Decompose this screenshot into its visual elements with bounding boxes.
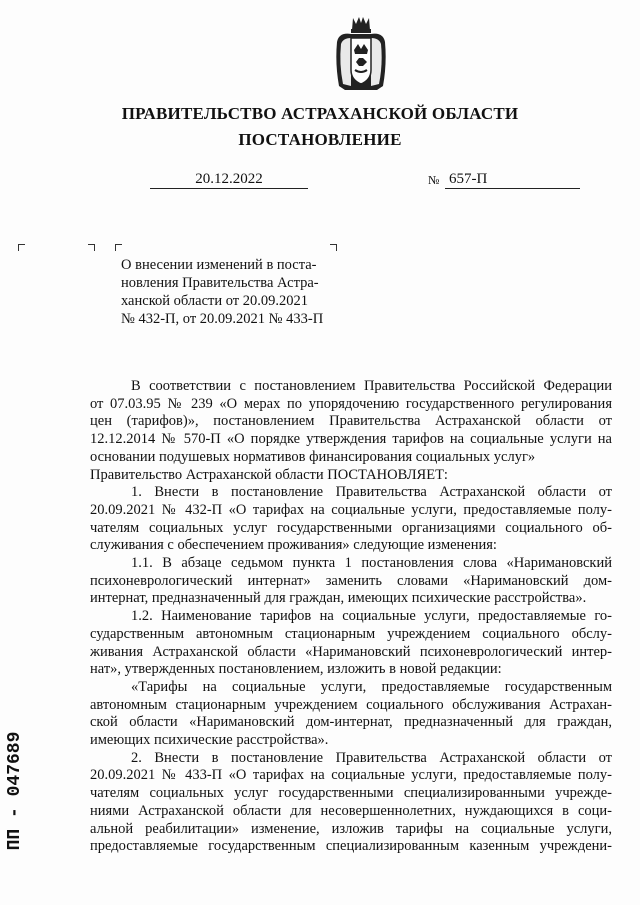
body-line: имеющих психические расстройства».: [90, 732, 329, 749]
margin-stamp: [0, 716, 30, 866]
organization-title: ПРАВИТЕЛЬСТВО АСТРАХАНСКОЙ ОБЛАСТИ: [121, 104, 519, 123]
subject-line: новления Правительства Астра-: [121, 275, 319, 291]
body-line: 1.2. Наименование тарифов на социальные услуги, предоставляемые го-: [131, 608, 612, 625]
body-line: 1. Внести в постановление Правительства Астраханской области от: [131, 484, 612, 501]
corner-mark: [88, 244, 95, 251]
body-line: чателям социальных услуг государственными специализированными учрежде-: [90, 785, 612, 802]
body-line: В соответствии с постановлением Правительства Российской Федерации: [131, 378, 612, 394]
document-body: [90, 378, 612, 856]
document-type: ПОСТАНОВЛЕНИЕ: [238, 130, 402, 149]
corner-mark: [18, 244, 25, 251]
corner-mark: [115, 244, 122, 251]
document-number: 657-П: [445, 170, 580, 189]
subject-line: ханской области от 20.09.2021: [121, 293, 308, 309]
document-date: 20.12.2022: [150, 170, 308, 189]
corner-mark: [330, 244, 337, 251]
body-line: нат», утвержденных постановлением, изложить в новой редакции:: [90, 661, 502, 678]
body-line: психоневрологический интернат» заменить словами «Наримановский дом-: [90, 572, 612, 589]
coat-of-arms-icon: [333, 14, 389, 94]
document-subject: [121, 256, 335, 328]
margin-stamp-text: ПП - 047689: [5, 731, 25, 851]
body-line: от 07.03.95 № 239 «О мерах по упорядочению государственного регулирования: [90, 395, 612, 412]
body-line: 20.09.2021 № 433-П «О тарифах на социальные услуги, предоставляемые полу-: [90, 767, 612, 784]
subject-line: О внесении изменений в поста-: [121, 257, 317, 273]
body-line: автономным стационарным учреждением социального обслуживания Астрахан-: [90, 696, 612, 713]
subject-line: № 432-П, от 20.09.2021 № 433-П: [121, 311, 324, 327]
body-line: 1.1. В абзаце седьмом пункта 1 постановления слова «Наримановский: [131, 555, 612, 572]
body-line: ской области «Наримановский дом-интернат, предназначенный для граждан,: [90, 714, 612, 731]
body-line: чателям социальных услуг государственными организациями социального об-: [90, 519, 612, 536]
body-line: 12.12.2014 № 570-П «О порядке утверждения тарифов на социальные услуги на: [90, 431, 612, 448]
body-line: интернат, предназначенный для граждан, имеющих психические расстройства».: [90, 590, 587, 607]
body-line: основании подушевых нормативов финансирования социальных услуг»: [90, 448, 536, 465]
body-line: сударственным автономным стационарным учреждением социального обслу-: [90, 625, 612, 642]
number-label: №: [428, 173, 440, 187]
body-line: предоставляемые государственным специализированным казенным учреждени-: [90, 838, 612, 855]
body-line: живания Астраханской области «Наримановский психоневрологический интер-: [90, 643, 612, 660]
body-line: ниями Астраханской области для несовершеннолетних, нуждающихся в соци-: [90, 802, 612, 819]
body-line: 20.09.2021 № 432-П «О тарифах на социальные услуги, предоставляемые полу-: [90, 501, 612, 518]
body-line: альной реабилитации» изменение, изложив тарифы на социальные услуги,: [90, 820, 612, 837]
body-line: 2. Внести в постановление Правительства Астраханской области от: [131, 749, 612, 766]
body-line: «Тарифы на социальные услуги, предоставляемые государственным: [131, 678, 612, 695]
body-line: служивания с обеспечением проживания» следующие изменения:: [90, 537, 497, 554]
body-line: Правительство Астраханской области ПОСТАНОВЛЯЕТ:: [90, 466, 448, 483]
body-line: цен (тарифов)», постановлением Правительства Астраханской области от: [90, 413, 612, 430]
